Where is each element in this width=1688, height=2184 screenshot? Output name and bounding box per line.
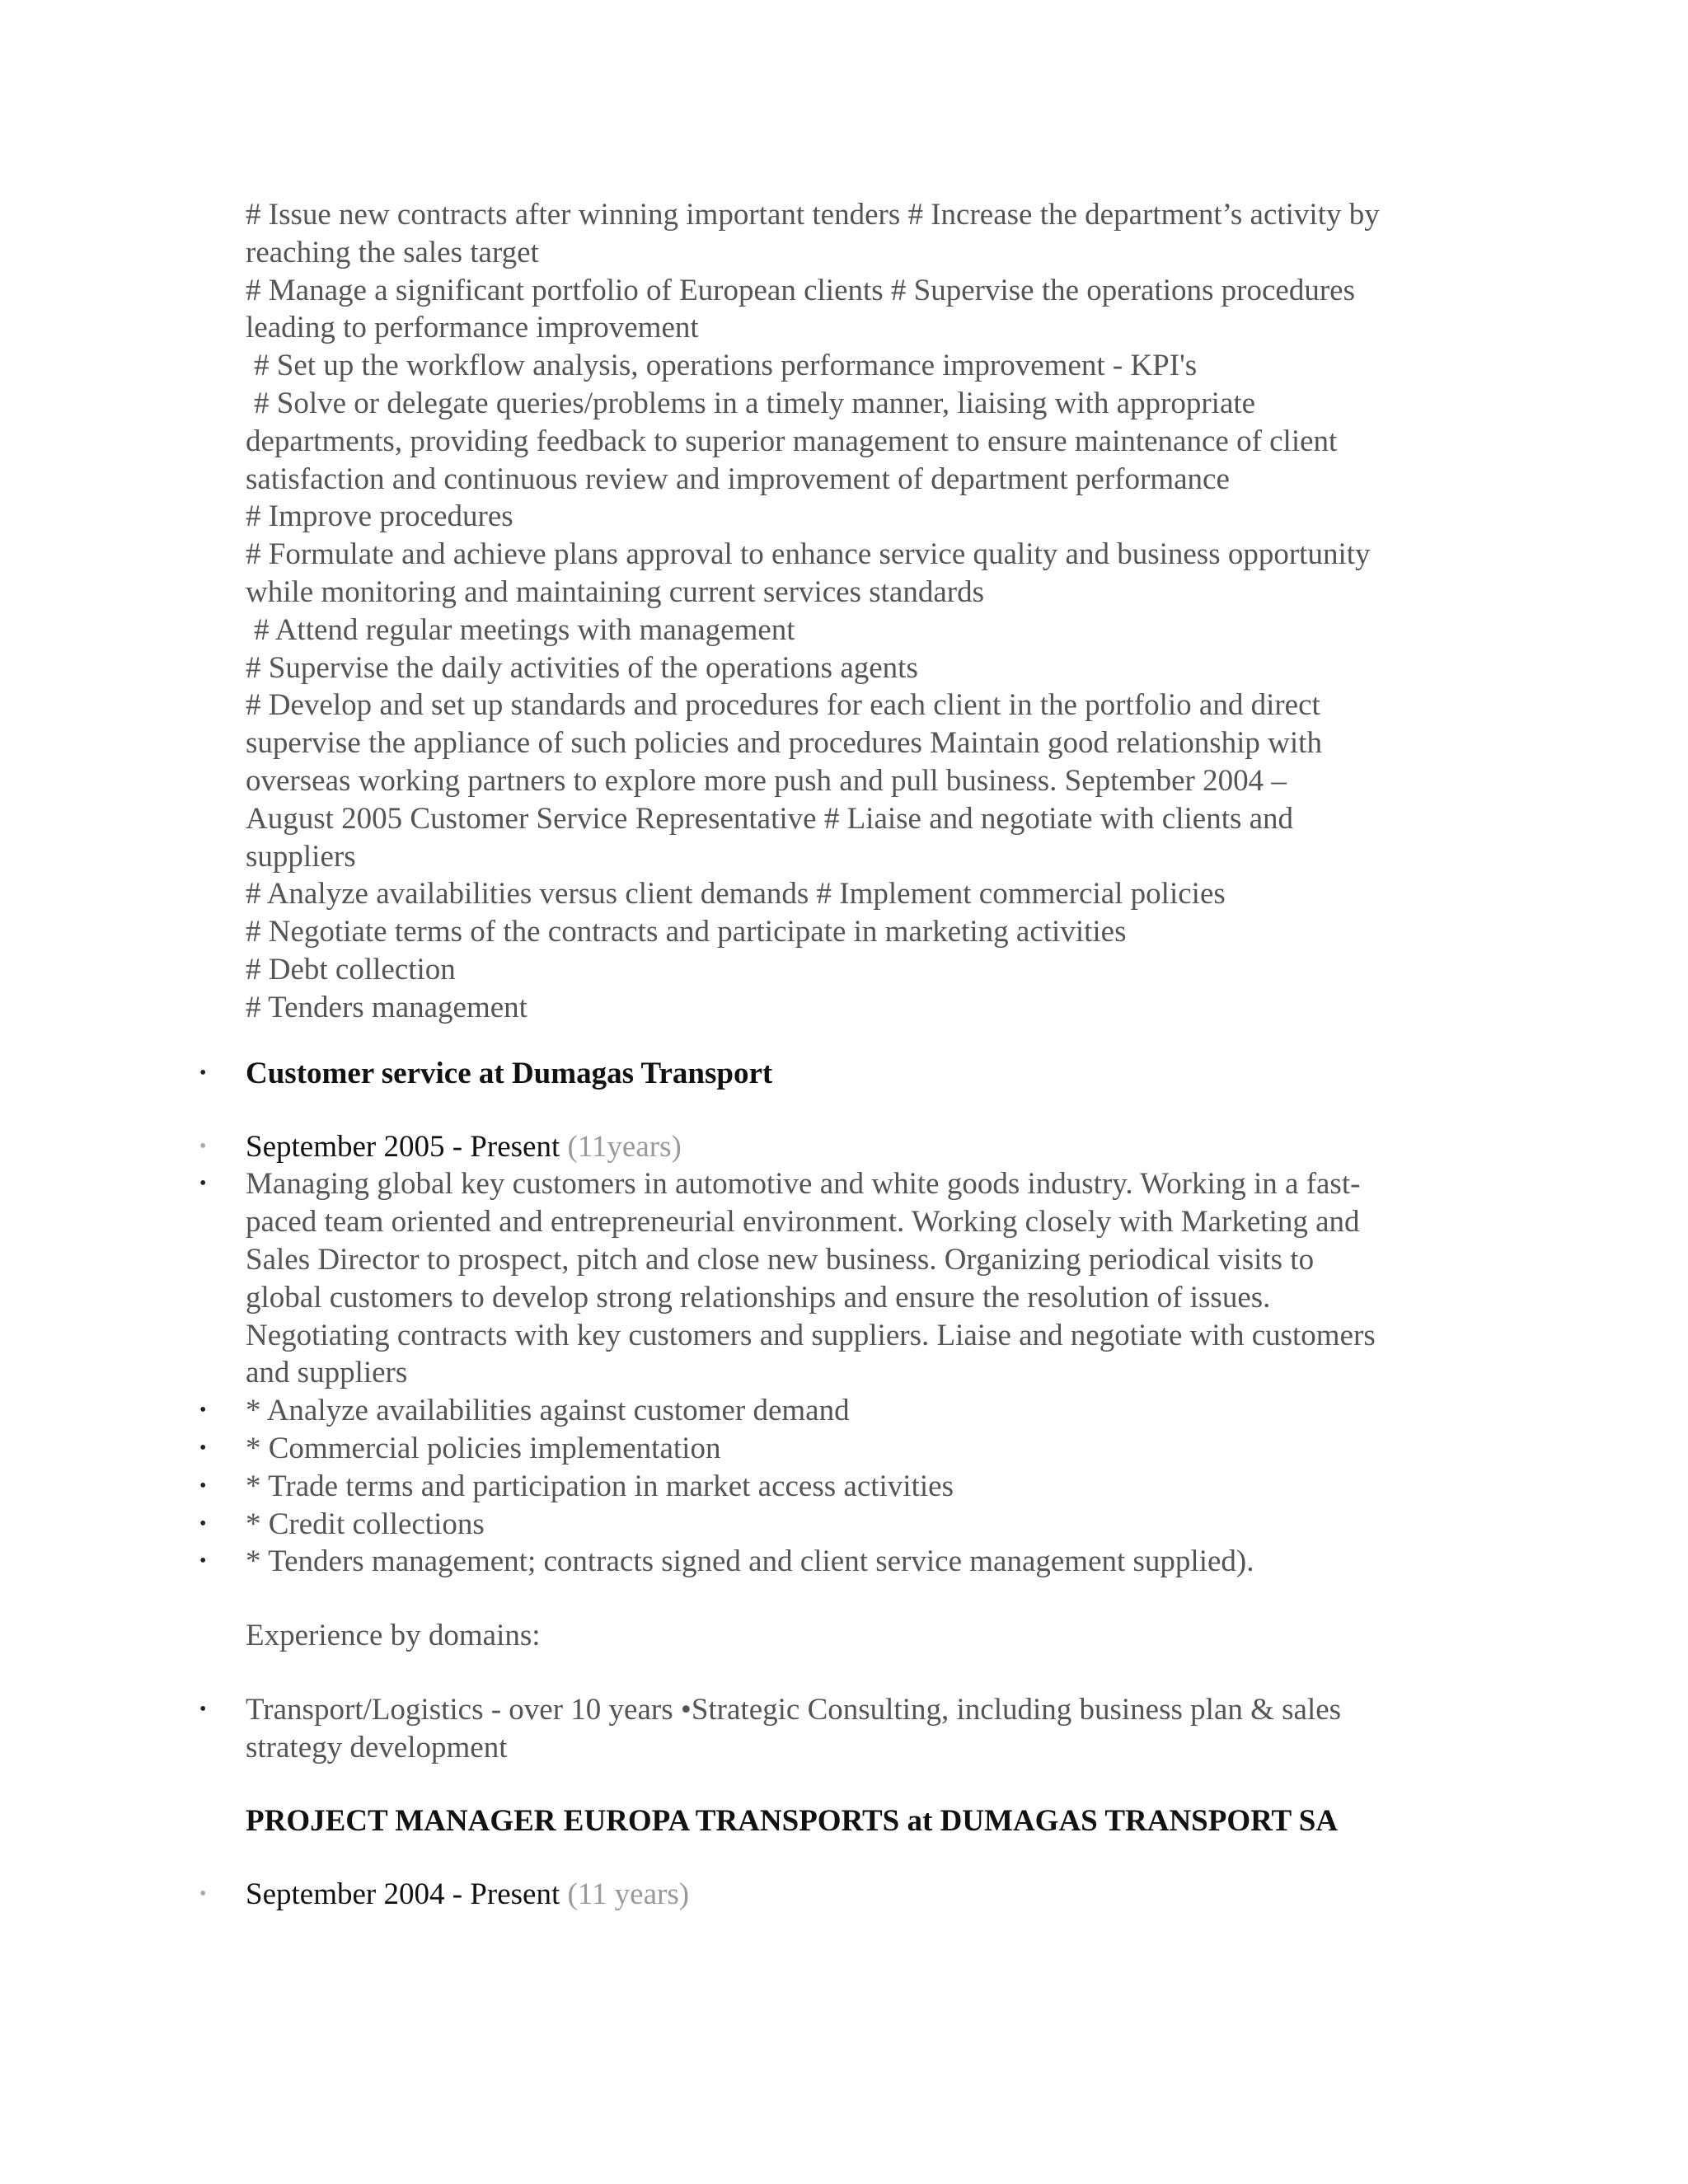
- text-line: leading to performance improvement: [246, 311, 699, 345]
- job-period: September 2005 - Present: [246, 1129, 560, 1164]
- text-line: # Attend regular meetings with management: [254, 612, 795, 647]
- text-line: suppliers: [246, 839, 356, 874]
- bullet-icon: •: [199, 1474, 207, 1497]
- bullet-icon: •: [199, 1135, 207, 1157]
- text-line: Negotiating contracts with key customers and suppliers. Liaise and negotiate with customers: [246, 1318, 1376, 1352]
- list-item: [199, 1392, 1482, 1430]
- text-line: departments, providing feedback to superior management to ensure maintenance of client: [246, 424, 1338, 458]
- text-line: # Analyze availabilities versus client demands # Implement commercial policies: [246, 877, 1226, 912]
- text-line: Managing global key customers in automotive and white goods industry. Working in a fast-: [246, 1167, 1361, 1202]
- text-line: satisfaction and continuous review and improvement of department performance: [246, 462, 1230, 496]
- job-period-row: [199, 1128, 1482, 1166]
- list-item-text: * Tenders management; contracts signed and client service management supplied).: [246, 1544, 1254, 1579]
- text-line: # Improve procedures: [246, 499, 513, 534]
- list-item-text: * Credit collections: [246, 1507, 485, 1541]
- bullet-icon: •: [199, 1698, 207, 1720]
- text-line: # Solve or delegate queries/problems in a timely manner, liaising with appropriate: [254, 386, 1256, 420]
- text-line: Sales Director to prospect, pitch and close new business. Organizing periodical visits to: [246, 1242, 1315, 1277]
- text-line: # Negotiate terms of the contracts and participate in marketing activities: [246, 915, 1127, 949]
- bullet-icon: •: [199, 1062, 207, 1084]
- list-item: [199, 1430, 1482, 1468]
- bullet-icon: •: [199, 1883, 207, 1905]
- list-item: [199, 1543, 1482, 1581]
- list-item-text: * Commercial policies implementation: [246, 1431, 721, 1465]
- text-line: while monitoring and maintaining current services standards: [246, 574, 984, 609]
- job-duration: (11 years): [567, 1877, 690, 1912]
- text-line: # Develop and set up standards and procedures for each client in the portfolio and direct: [246, 688, 1320, 723]
- job-period: September 2004 - Present: [246, 1877, 560, 1912]
- text-line: and suppliers: [246, 1356, 408, 1390]
- text-line: overseas working partners to explore more push and pull business. September 2004 –: [246, 763, 1287, 798]
- text-line: paced team oriented and entrepreneurial environment. Working closely with Marketing and: [246, 1205, 1360, 1240]
- bullet-icon: •: [199, 1512, 207, 1535]
- text-line: # Set up the workflow analysis, operations performance improvement - KPI's: [254, 349, 1198, 383]
- job-duration: (11years): [567, 1129, 682, 1164]
- text-line: # Tenders management: [246, 990, 528, 1024]
- text-line: August 2005 Customer Service Representative # Liaise and negotiate with clients and: [246, 801, 1294, 836]
- text-line: # Issue new contracts after winning important tenders # Increase the department’s activity by: [246, 198, 1380, 232]
- job-title-row: [199, 1055, 1482, 1092]
- job-title: PROJECT MANAGER EUROPA TRANSPORTS at DUMAGAS TRANSPORT SA: [246, 1804, 1339, 1839]
- text-line: # Debt collection: [246, 952, 456, 987]
- text-line: # Formulate and achieve plans approval to enhance service quality and business opportunity: [246, 537, 1371, 572]
- list-item: [199, 1506, 1482, 1544]
- experience-heading: Experience by domains:: [246, 1619, 541, 1653]
- text-line: global customers to develop strong relationships and ensure the resolution of issues.: [246, 1280, 1271, 1315]
- text-line: Transport/Logistics - over 10 years •Strategic Consulting, including business plan & sales: [246, 1692, 1342, 1727]
- text-line: # Manage a significant portfolio of European clients # Supervise the operations procedures: [246, 273, 1355, 307]
- responsibilities-block: [246, 196, 1482, 1027]
- list-item: [199, 1468, 1482, 1506]
- job-period-row: [199, 1876, 1482, 1914]
- job-title: Customer service at Dumagas Transport: [246, 1056, 773, 1090]
- list-item-text: * Trade terms and participation in market access activities: [246, 1469, 954, 1503]
- bullet-icon: •: [199, 1550, 207, 1572]
- resume-content: [199, 196, 1482, 1914]
- text-line: reaching the sales target: [246, 235, 539, 269]
- text-line: supervise the appliance of such policies and procedures Maintain good relationship with: [246, 726, 1322, 761]
- experience-item: [199, 1691, 1482, 1767]
- list-item-text: * Analyze availabilities against customer demand: [246, 1394, 850, 1428]
- bullet-icon: •: [199, 1436, 207, 1459]
- bullet-icon: •: [199, 1399, 207, 1422]
- job-description: [199, 1165, 1482, 1392]
- bullet-icon: •: [199, 1173, 207, 1195]
- text-line: # Supervise the daily activities of the operations agents: [246, 650, 918, 685]
- text-line: strategy development: [246, 1730, 508, 1765]
